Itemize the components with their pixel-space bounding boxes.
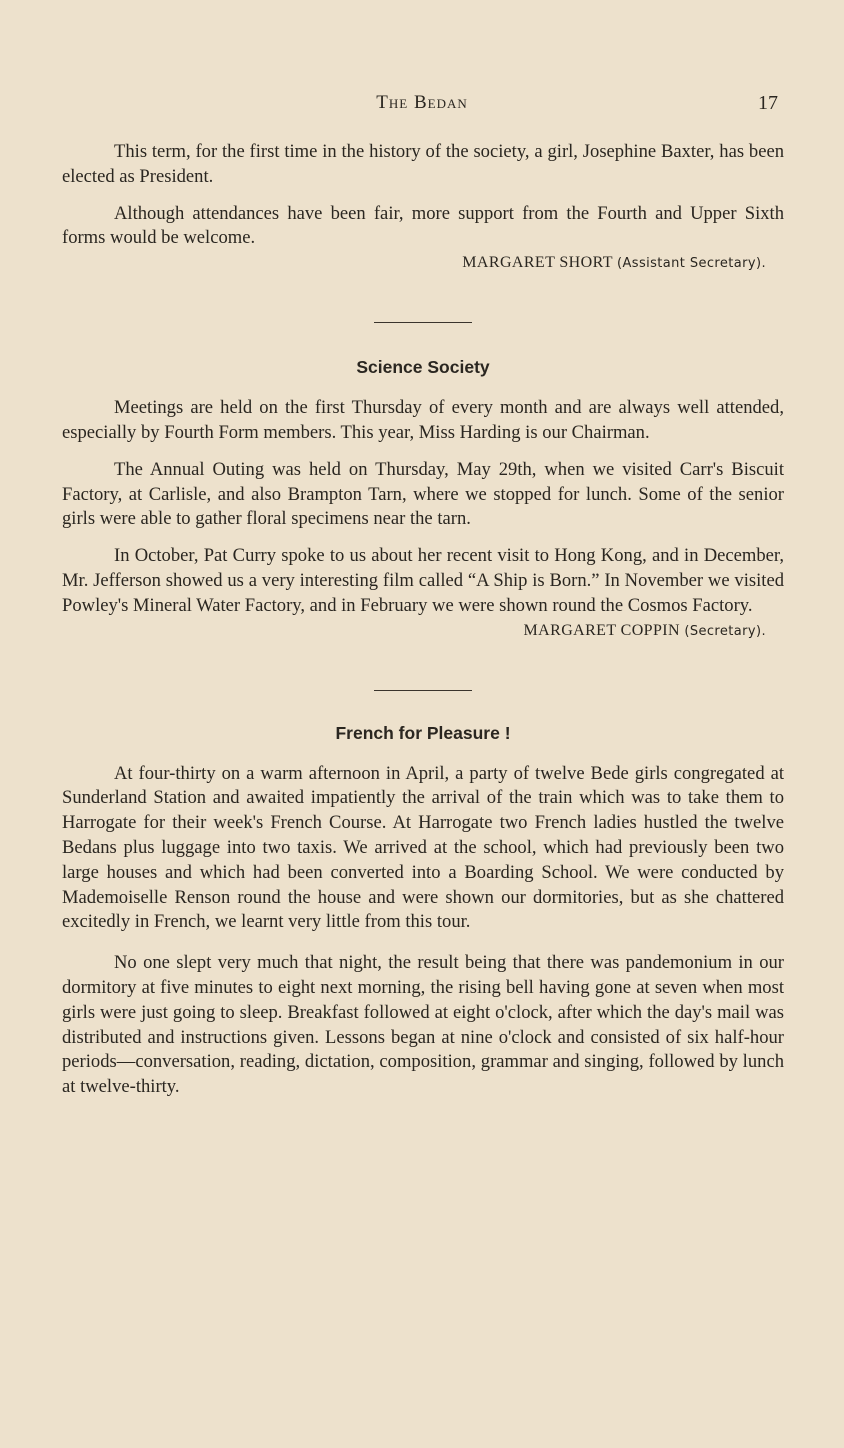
section-heading-french-for-pleasure: French for Pleasure ! xyxy=(335,722,511,743)
section-divider xyxy=(374,690,472,691)
paragraph: In October, Pat Curry spoke to us about her recent visit to Hong Kong, and in December, Mr. Jefferson showed us a very interesting film called “A Ship is Born.” In November we visited Powley's Mineral Water Factory, and in February we were shown round the Cosmos Factory. xyxy=(62,545,784,616)
paragraph: Meetings are held on the first Thursday of every month and are always well attended, especially by Fourth Form members. This year, Miss Harding is our Chairman. xyxy=(62,397,784,443)
signature-name: MARGARET SHORT xyxy=(462,254,613,272)
paragraph: Although attendances have been fair, more support from the Fourth and Upper Sixth forms would be welcome. xyxy=(62,202,784,249)
signature-role: (Assistant Secretary). xyxy=(617,256,766,272)
paragraph: At four-thirty on a warm afternoon in April, a party of twelve Bede girls congregated at Sunderland Station and awaited impatiently the arrival of the train which was to take them to Harrogate for their week's French Course. At Harrogate two French ladies hustled the twelve Bedans plus luggage into two taxis. We arrived at the school, which had previously been two large houses and which had been converted into a Boarding School. We were conducted by Mademoiselle Renson round the house and were shown our dormitories, but as she chattered excitedly in French, we learnt very little from this tour. xyxy=(62,762,784,933)
paragraph: No one slept very much that night, the result being that there was pandemonium in our dormitory at five minutes to eight next morning, the rising bell having gone at seven when most girls were just going to sleep. Breakfast followed at eight o'clock, after which the day's mail was distributed and instructions given. Lessons began at nine o'clock and consisted of six half-hour periods—conversation, reading, dictation, composition, grammar and singing, followed by lunch at twelve-thirty. xyxy=(62,952,784,1098)
signature xyxy=(62,254,784,272)
section-heading-science-society: Science Society xyxy=(356,357,490,378)
page-content xyxy=(62,140,784,1100)
signature-role: (Secretary). xyxy=(684,623,766,639)
page-header xyxy=(0,92,844,120)
paragraph: The Annual Outing was held on Thursday, May 29th, when we visited Carr's Biscuit Factory, at Carlisle, and also Brampton Tarn, where we stopped for lunch. Some of the senior girls were able to gather floral specimens near the tarn. xyxy=(62,458,784,530)
running-title: The Bedan xyxy=(376,92,468,113)
section-divider xyxy=(374,322,472,323)
signature xyxy=(62,622,784,640)
paragraph: This term, for the first time in the history of the society, a girl, Josephine Baxter, has been elected as President. xyxy=(62,141,784,187)
signature-name: MARGARET COPPIN xyxy=(523,621,680,639)
page-number: 17 xyxy=(758,92,778,114)
